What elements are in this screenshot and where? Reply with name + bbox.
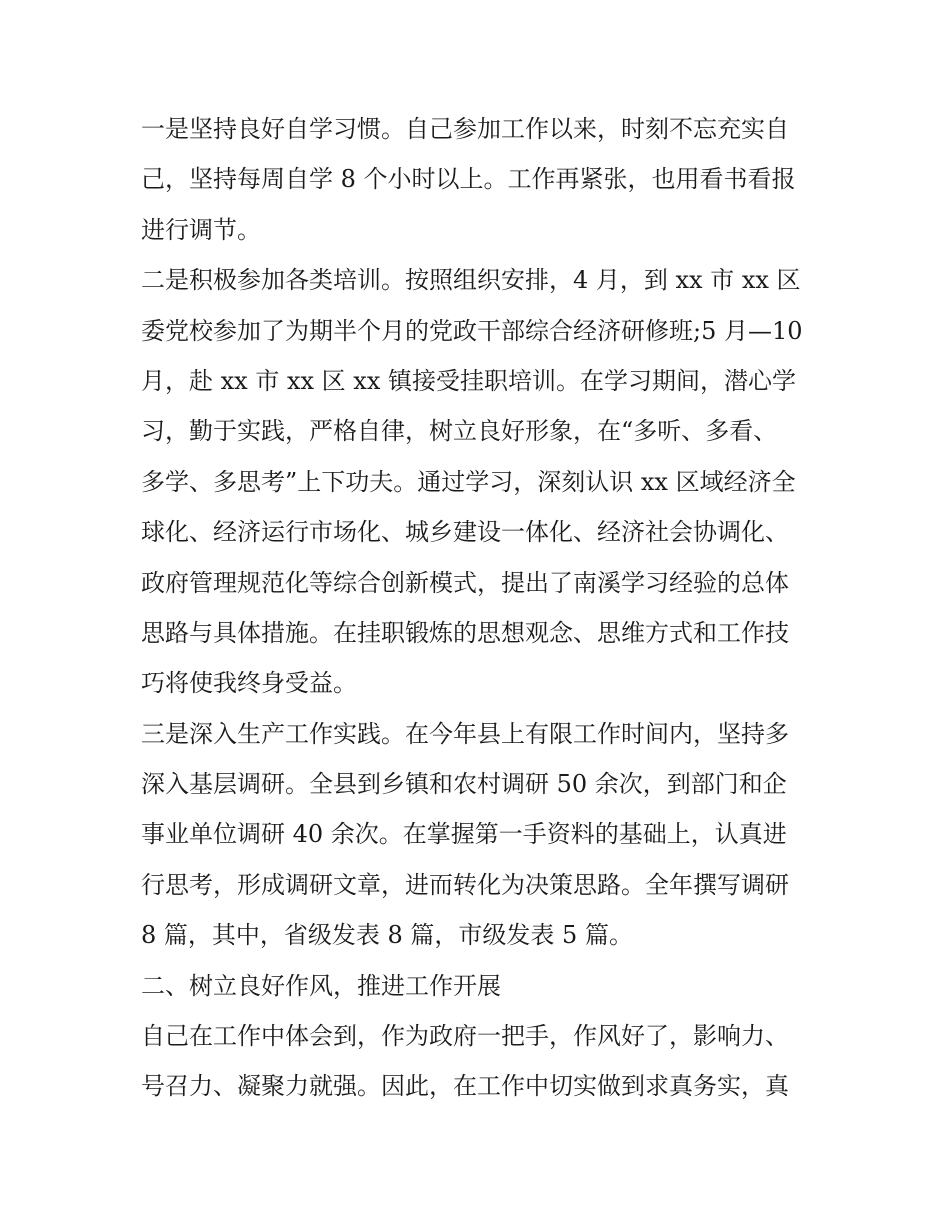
- text-line: 政府管理规范化等综合创新模式，提出了南溪学习经验的总体: [141, 568, 789, 597]
- text-line: 委党校参加了为期半个月的党政干部综合经济研修班;5 月—10: [141, 316, 803, 345]
- text-line: 己，坚持每周自学 8 个小时以上。工作再紧张，也用看书看报: [141, 165, 796, 194]
- text-line: 习，勤于实践，严格自律，树立良好形象，在“多听、多看、: [141, 417, 778, 446]
- text-line: 8 篇，其中，省级发表 8 篇，市级发表 5 篇。: [141, 921, 633, 950]
- body-text: [141, 104, 821, 1112]
- text-line: 思路与具体措施。在挂职锻炼的思想观念、思维方式和工作技: [141, 618, 789, 647]
- text-line: 二是积极参加各类培训。按照组织安排，4 月，到 xx 市 xx 区: [141, 266, 801, 295]
- text-line: 球化、经济运行市场化、城乡建设一体化、经济社会协调化、: [141, 518, 789, 547]
- text-line: 三是深入生产工作实践。在今年县上有限工作时间内，坚持多: [141, 719, 789, 748]
- text-line: 一是坚持良好自学习惯。自己参加工作以来，时刻不忘充实自: [141, 115, 789, 143]
- text-line: 巧将使我终身受益。: [141, 669, 357, 698]
- text-line: 号召力、凝聚力就强。因此，在工作中切实做到求真务实，真: [141, 1072, 789, 1101]
- text-line: 行思考，形成调研文章，进而转化为决策思路。全年撰写调研: [141, 870, 789, 899]
- text-line: 多学、多思考”上下功夫。通过学习，深刻认识 xx 区域经济全: [141, 467, 796, 496]
- text-line: 自己在工作中体会到，作为政府一把手，作风好了，影响力、: [141, 1022, 789, 1051]
- text-line: 进行调节。: [141, 215, 261, 244]
- section-heading: 二、树立良好作风，推进工作开展: [141, 971, 501, 1000]
- text-line: 事业单位调研 40 余次。在掌握第一手资料的基础上，认真进: [141, 820, 787, 849]
- text-line: 深入基层调研。全县到乡镇和农村调研 50 余次，到部门和企: [141, 770, 787, 799]
- text-line: 月，赴 xx 市 xx 区 xx 镇接受挂职培训。在学习期间，潜心学: [141, 366, 796, 395]
